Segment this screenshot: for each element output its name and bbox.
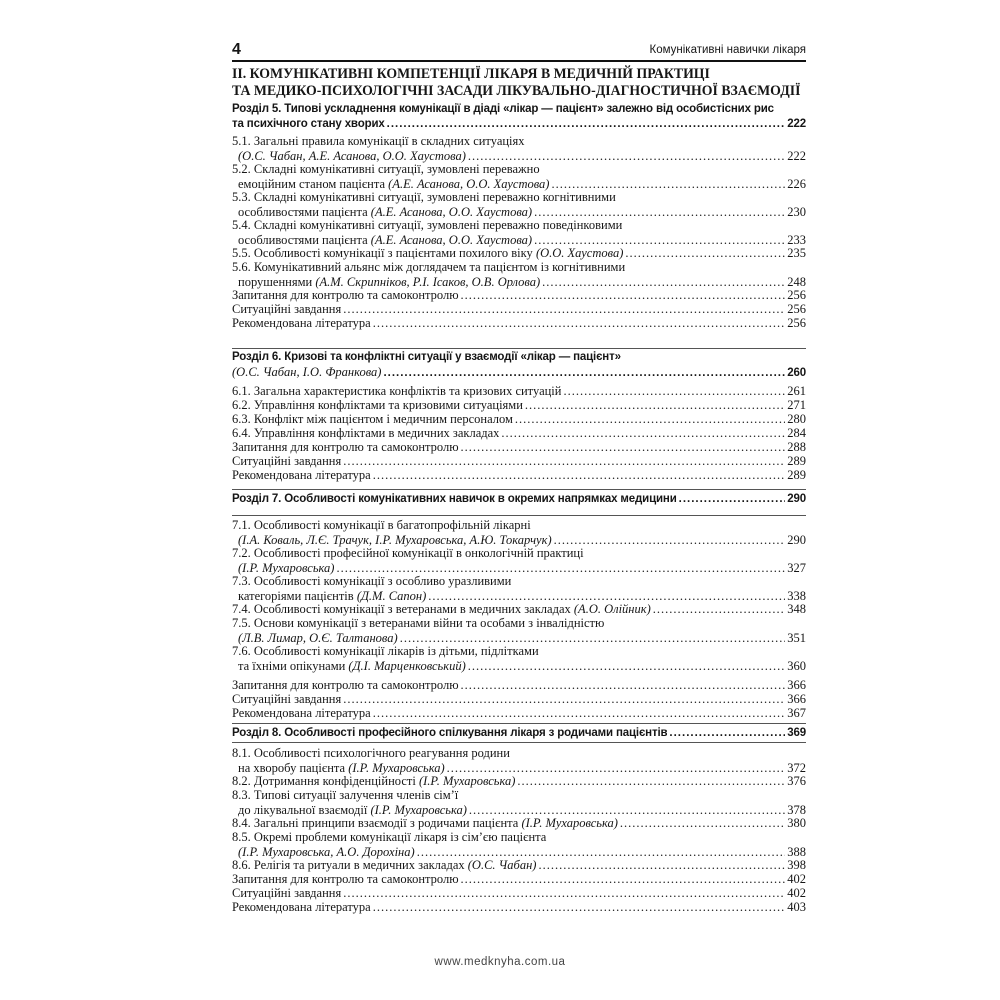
entry-page-number: 222 [787,117,806,130]
dot-leader [542,275,785,290]
dot-leader [625,246,785,261]
dot-leader [447,761,786,776]
section-divider [232,723,806,724]
entry-authors: (І.Р. Мухаровська, А.О. Дорохіна) [238,844,415,859]
entry-authors: (Л.В. Лимар, О.Є. Талтанова) [238,630,398,645]
dot-leader [461,440,786,455]
entry-authors: (О.С. Чабан) [467,858,537,872]
dot-leader [554,533,786,548]
dot-leader [461,872,786,887]
entry-page-number: 288 [787,440,806,454]
entry-title: 8.1. Особливості психологічного реагування родини [232,746,510,760]
dot-leader [336,561,785,576]
toc-section-entry[interactable] [232,350,806,380]
entry-authors: (І.Р. Мухаровська) [348,760,445,775]
toc-entry[interactable] [232,616,806,645]
dot-leader [373,900,786,915]
entry-page-number: 403 [787,900,806,914]
entry-page-number: 351 [787,630,806,645]
toc-entry[interactable] [232,426,806,441]
dot-leader [669,726,785,741]
entry-authors: (А.Е. Асанова, О.О. Хаустова) [370,204,533,219]
dot-leader [461,288,786,303]
toc-entry[interactable] [232,518,806,547]
entry-authors: (А.О. Олійник) [573,602,651,616]
entry-authors: (О.С. Чабан, І.О. Франкова) [232,364,382,379]
entry-page-number: 222 [787,148,806,163]
toc-entry[interactable] [232,816,806,831]
entry-authors: (О.О. Хаустова) [535,246,624,260]
toc-entry[interactable] [232,830,806,859]
toc-section-entry[interactable] [232,492,806,507]
toc-entry[interactable] [232,574,806,603]
toc-entry[interactable] [232,162,806,191]
toc-section-entry[interactable] [232,726,806,741]
dot-leader [653,602,785,617]
entry-title: 6.4. Управління конфліктами в медичних закладах [232,426,500,440]
dot-leader [343,692,785,707]
entry-title: 5.3. Складні комунікативні ситуації, зумовлені переважно когнітивними [232,190,616,204]
part-title [232,66,801,100]
entry-title: 6.3. Конфлікт між пацієнтом і медичним персоналом [232,412,513,426]
toc-entry[interactable] [232,886,806,901]
dot-leader [468,659,786,674]
entry-title: 8.3. Типові ситуації залучення членів сім’ї [232,788,459,802]
entry-page-number: 338 [787,588,806,603]
toc-entry[interactable] [232,602,806,617]
entry-title-continuation: до лікувальної взаємодії [238,802,371,817]
section-divider [232,742,806,743]
entry-title: Запитання для контролю та самоконтролю [232,440,459,454]
section-divider [232,348,806,349]
entry-authors: (Д.І. Марценковський) [348,658,466,673]
entry-title-continuation: особливостями пацієнта [238,204,371,219]
entry-authors: (І.Р. Мухаровська) [521,816,618,830]
entry-page-number: 256 [787,302,806,316]
entry-page-number: 366 [787,692,806,706]
entry-title: 7.5. Основи комунікації з ветеранами війни та особами з інвалідністю [232,616,605,630]
entry-page-number: 256 [787,288,806,302]
dot-leader [515,412,785,427]
entry-title-continuation: та психічного стану хворих [232,117,385,130]
entry-page-number: 260 [787,366,806,379]
entry-title: Рекомендована література [232,706,371,720]
entry-title: 7.3. Особливості комунікації з особливо уразливими [232,574,512,588]
entry-title: 8.4. Загальні принципи взаємодії з родичами пацієнта [232,816,522,830]
entry-authors: (О.С. Чабан, А.Е. Асанова, О.О. Хаустова) [238,148,466,163]
entry-page-number: 348 [787,602,806,616]
entry-title: 6.2. Управління конфліктами та кризовими ситуаціями [232,398,523,412]
dot-leader [551,177,785,192]
entry-title-continuation: категоріями пацієнтів [238,588,357,603]
running-header [232,40,806,62]
dot-leader [343,886,785,901]
entry-title: 7.1. Особливості комунікації в багатопрофільній лікарні [232,518,531,532]
entry-title: Запитання для контролю та самоконтролю [232,678,459,692]
dot-leader [517,774,785,789]
entry-title: 6.1. Загальна характеристика конфліктів та кризових ситуацій [232,384,562,398]
toc-entry[interactable] [232,774,806,789]
entry-title: 8.5. Окремі проблеми комунікації лікаря із сім’єю пацієнта [232,830,547,844]
footer-website: www.medknyha.com.ua [434,956,566,968]
entry-title: Рекомендована література [232,468,371,482]
entry-page-number: 369 [787,727,806,739]
entry-title: 8.6. Релігія та ритуали в медичних закладах [232,858,468,872]
dot-leader [383,366,785,381]
toc-entry[interactable] [232,858,806,873]
entry-title: Рекомендована література [232,316,371,330]
entry-page-number: 372 [787,760,806,775]
toc-entry[interactable] [232,412,806,427]
running-header-title: Комунікативні навички лікаря [649,44,806,56]
entry-page-number: 376 [787,774,806,788]
entry-title: 5.4. Складні комунікативні ситуації, зумовлені переважно поведінковими [232,218,623,232]
toc-entry[interactable] [232,706,806,721]
dot-leader [373,706,786,721]
toc-entry[interactable] [232,288,806,303]
toc-entry[interactable] [232,546,806,575]
entry-page-number: 327 [787,560,806,575]
entry-page-number: 280 [787,412,806,426]
toc-entry[interactable] [232,440,806,455]
entry-title-continuation: особливостями пацієнта [238,232,371,247]
entry-page-number: 398 [787,858,806,872]
entry-title: 5.2. Складні комунікативні ситуації, зумовлені переважно [232,162,540,176]
dot-leader [387,117,786,132]
entry-title: 7.4. Особливості комунікації з ветеранами в медичних закладах [232,602,574,616]
dot-leader [679,492,786,507]
part-title-line-1: ІІ. КОМУНІКАТИВНІ КОМПЕТЕНЦІЇ ЛІКАРЯ В МЕДИЧНІЙ ПРАКТИЦІ [232,66,710,82]
toc-entry[interactable] [232,260,806,289]
toc-entry[interactable] [232,900,806,915]
dot-leader [373,316,786,331]
part-title-line-2: ТА МЕДИКО-ПСИХОЛОГІЧНІ ЗАСАДИ ЛІКУВАЛЬНО-ДІАГНОСТИЧНОЇ ВЗАЄМОДІЇ [232,83,801,99]
toc-entry[interactable] [232,468,806,483]
dot-leader [563,384,785,399]
dot-leader [538,858,785,873]
entry-authors: (І.Р. Мухаровська) [370,802,467,817]
entry-title: 5.6. Комунікативний альянс між доглядачем та пацієнтом із когнітивними [232,260,626,274]
dot-leader [461,678,786,693]
dot-leader [400,631,786,646]
entry-page-number: 230 [787,204,806,219]
entry-page-number: 256 [787,316,806,330]
entry-title: Розділ 6. Кризові та конфліктні ситуації у взаємодії «лікар — пацієнт» [232,351,621,363]
toc-section-entry[interactable] [232,102,806,131]
entry-page-number: 290 [787,493,806,505]
page-number: 4 [232,41,241,58]
entry-page-number: 248 [787,274,806,289]
entry-title-continuation: на хворобу пацієнта [238,760,349,775]
toc-entry[interactable] [232,692,806,707]
toc-entry[interactable] [232,316,806,331]
dot-leader [343,454,785,469]
toc-entry[interactable] [232,302,806,317]
entry-authors: (І.А. Коваль, Л.Є. Трачук, І.Р. Мухаровська, А.Ю. Токарчук) [238,532,552,547]
toc-entry[interactable] [232,398,806,413]
entry-title: 5.1. Загальні правила комунікації в складних ситуаціях [232,134,525,148]
entry-title-continuation: порушеннями [238,274,316,289]
dot-leader [534,233,785,248]
entry-authors: (І.Р. Мухаровська) [238,560,335,575]
entry-page-number: 289 [787,454,806,468]
entry-title: Ситуаційні завдання [232,692,342,706]
entry-page-number: 235 [787,246,806,260]
entry-title: Запитання для контролю та самоконтролю [232,872,459,886]
entry-authors: (Д.М. Сапон) [356,588,427,603]
entry-title: Ситуаційні завдання [232,886,342,900]
entry-title: 8.2. Дотримання конфіденційності [232,774,419,788]
entry-title: Ситуаційні завдання [232,302,342,316]
entry-authors: (А.Е. Асанова, О.О. Хаустова) [388,176,550,191]
toc-entry[interactable] [232,384,806,399]
entry-title: Розділ 7. Особливості комунікативних навичок в окремих напрямках медицини [232,493,677,505]
entry-page-number: 402 [787,886,806,900]
entry-page-number: 226 [787,176,806,191]
toc-entry[interactable] [232,190,806,219]
dot-leader [428,589,785,604]
toc-entry[interactable] [232,644,806,673]
entry-title: 7.2. Особливості професійної комунікації в онкологічній практиці [232,546,584,560]
entry-page-number: 261 [787,384,806,398]
dot-leader [501,426,785,441]
toc-entry[interactable] [232,872,806,887]
dot-leader [525,398,785,413]
entry-authors: (І.Р. Мухаровська) [418,774,516,788]
entry-title-continuation: емоційним станом пацієнта [238,176,389,191]
entry-page-number: 271 [787,398,806,412]
entry-page-number: 378 [787,802,806,817]
toc-entry[interactable] [232,134,806,163]
dot-leader [534,205,785,220]
dot-leader [343,302,785,317]
entry-page-number: 388 [787,844,806,859]
entry-title: Ситуаційні завдання [232,454,342,468]
entry-page-number: 360 [787,658,806,673]
entry-authors: (А.М. Скрипніков, Р.І. Ісаков, О.В. Орлова) [315,274,541,289]
entry-title: 5.5. Особливості комунікації з пацієнтами похилого віку [232,246,536,260]
toc-entry[interactable] [232,746,806,775]
entry-page-number: 284 [787,426,806,440]
section-divider [232,515,806,516]
dot-leader [373,468,786,483]
entry-page-number: 233 [787,232,806,247]
entry-authors: (А.Е. Асанова, О.О. Хаустова) [370,232,533,247]
entry-page-number: 290 [787,532,806,547]
section-divider [232,489,806,490]
entry-title: Запитання для контролю та самоконтролю [232,288,459,302]
toc-entry[interactable] [232,788,806,817]
dot-leader [417,845,786,860]
toc-entry[interactable] [232,454,806,469]
entry-page-number: 402 [787,872,806,886]
entry-page-number: 289 [787,468,806,482]
dot-leader [620,816,785,831]
toc-entry[interactable] [232,678,806,693]
entry-title: Розділ 5. Типові ускладнення комунікації в діаді «лікар — пацієнт» залежно від особистісних рис [232,103,774,115]
entry-title-continuation: та їхніми опікунами [238,658,349,673]
entry-page-number: 367 [787,706,806,720]
entry-page-number: 366 [787,678,806,692]
entry-title: 7.6. Особливості комунікації лікарів із дітьми, підлітками [232,644,539,658]
dot-leader [468,149,785,164]
entry-title: Розділ 8. Особливості професійного спілкування лікаря з родичами пацієнтів [232,727,668,739]
entry-title: Рекомендована література [232,900,371,914]
dot-leader [469,803,785,818]
toc-entry[interactable] [232,218,806,247]
toc-entry[interactable] [232,246,806,261]
entry-page-number: 380 [787,816,806,830]
